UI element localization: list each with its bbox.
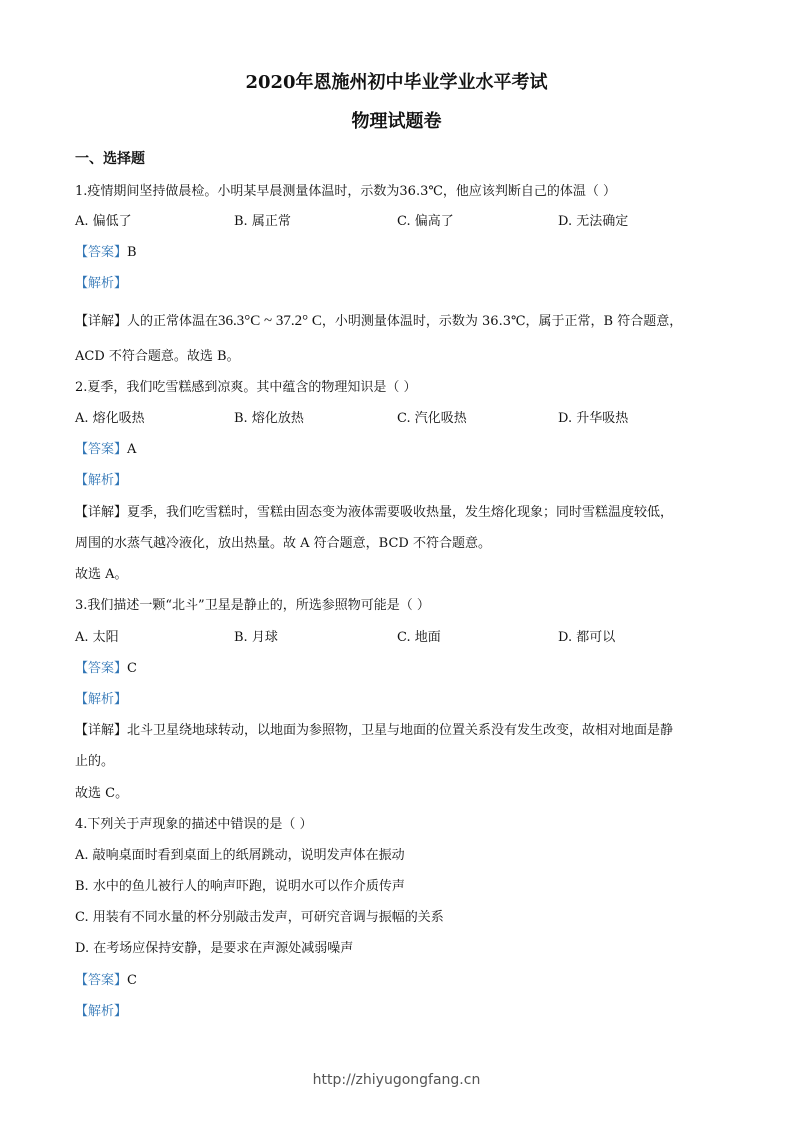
question-2-stem: 2.夏季，我们吃雪糕感到凉爽。其中蕴含的物理知识是（ ）	[75, 380, 417, 395]
q4-answer	[75, 972, 137, 990]
detail-text: 北斗卫星绕地球转动，以地面为参照物，卫星与地面的位置关系没有发生改变，故相对地面是静	[127, 723, 674, 738]
q3-option-c: C. 地面	[397, 630, 441, 645]
footer-url[interactable]: http://zhiyugongfang.cn	[312, 1072, 481, 1088]
section-heading: 一、选择题	[75, 151, 145, 167]
q4-option-a: A. 敲响桌面时看到桌面上的纸屑跳动，说明发声体在振动	[75, 848, 405, 863]
q3-detail-line3: 故选 C。	[75, 786, 129, 801]
q2-detail-line3: 故选 A。	[75, 567, 128, 582]
q2-option-c: C. 汽化吸热	[397, 411, 467, 426]
q4-option-d: D. 在考场应保持安静，是要求在声源处减弱噪声	[75, 941, 354, 956]
q3-detail-line1	[75, 722, 673, 740]
answer-value: A	[127, 442, 137, 457]
q1-answer	[75, 244, 137, 262]
q2-option-b: B. 熔化放热	[234, 411, 304, 426]
q3-option-b: B. 月球	[234, 630, 278, 645]
q2-answer	[75, 441, 136, 459]
answer-value: C	[127, 661, 137, 676]
q2-detail-line2: 周围的水蒸气越冷液化，放出热量。故 A 符合题意，BCD 不符合题意。	[75, 536, 491, 551]
q1-option-d: D. 无法确定	[558, 214, 629, 229]
q2-detail-line1	[75, 504, 673, 522]
q1-option-c: C. 偏高了	[397, 214, 454, 229]
detail-text: ，小明测量体温时，示数为 36.3℃，属于正常，B 符合题意，	[321, 314, 683, 329]
q4-option-c: C. 用装有不同水量的杯分别敲击发声，可研究音调与振幅的关系	[75, 910, 444, 925]
detail-text: 夏季，我们吃雪糕时，雪糕由固态变为液体需要吸收热量，发生熔化现象；同时雪糕温度较低，	[127, 505, 674, 520]
q1-detail-line1	[75, 312, 682, 331]
detail-text: 人的正常体温在	[127, 314, 219, 329]
q2-option-a: A. 熔化吸热	[75, 411, 145, 426]
q3-answer	[75, 660, 137, 678]
detail-label: 【详解】	[75, 723, 128, 738]
answer-label: 【答案】	[75, 245, 128, 260]
question-3-stem: 3.我们描述一颗“北斗”卫星是静止的，所选参照物可能是（ ）	[75, 598, 430, 613]
detail-label: 【详解】	[75, 314, 128, 329]
answer-label: 【答案】	[75, 973, 128, 988]
q4-analysis-label: 【解析】	[75, 1004, 128, 1019]
answer-value: B	[127, 245, 137, 260]
q2-option-d: D. 升华吸热	[558, 411, 629, 426]
q1-detail-line2: ACD 不符合题意。故选 B。	[75, 349, 240, 364]
q3-option-d: D. 都可以	[558, 630, 616, 645]
q1-analysis-label: 【解析】	[75, 276, 128, 291]
answer-label: 【答案】	[75, 661, 128, 676]
paper-subtitle: 物理试题卷	[351, 111, 442, 132]
temperature-range-formula: 36.3°C ~ 37.2° C	[218, 313, 322, 329]
q2-analysis-label: 【解析】	[75, 473, 128, 488]
q3-option-a: A. 太阳	[75, 630, 119, 645]
q3-detail-line2: 止的。	[75, 754, 115, 769]
question-4-stem: 4.下列关于声现象的描述中错误的是（ ）	[75, 817, 313, 832]
question-1-stem: 1.疫情期间坚持做晨检。小明某早晨测量体温时，示数为36.3℃，他应该判断自己的体温（ ）	[75, 184, 617, 199]
q1-option-a: A. 偏低了	[75, 214, 132, 229]
q4-option-b: B. 水中的鱼儿被行人的响声吓跑，说明水可以作介质传声	[75, 879, 405, 894]
q1-option-b: B. 属正常	[234, 214, 291, 229]
answer-label: 【答案】	[75, 442, 128, 457]
q3-analysis-label: 【解析】	[75, 692, 128, 707]
exam-title: 2020年恩施州初中毕业学业水平考试	[245, 72, 548, 93]
answer-value: C	[127, 973, 137, 988]
detail-label: 【详解】	[75, 505, 128, 520]
